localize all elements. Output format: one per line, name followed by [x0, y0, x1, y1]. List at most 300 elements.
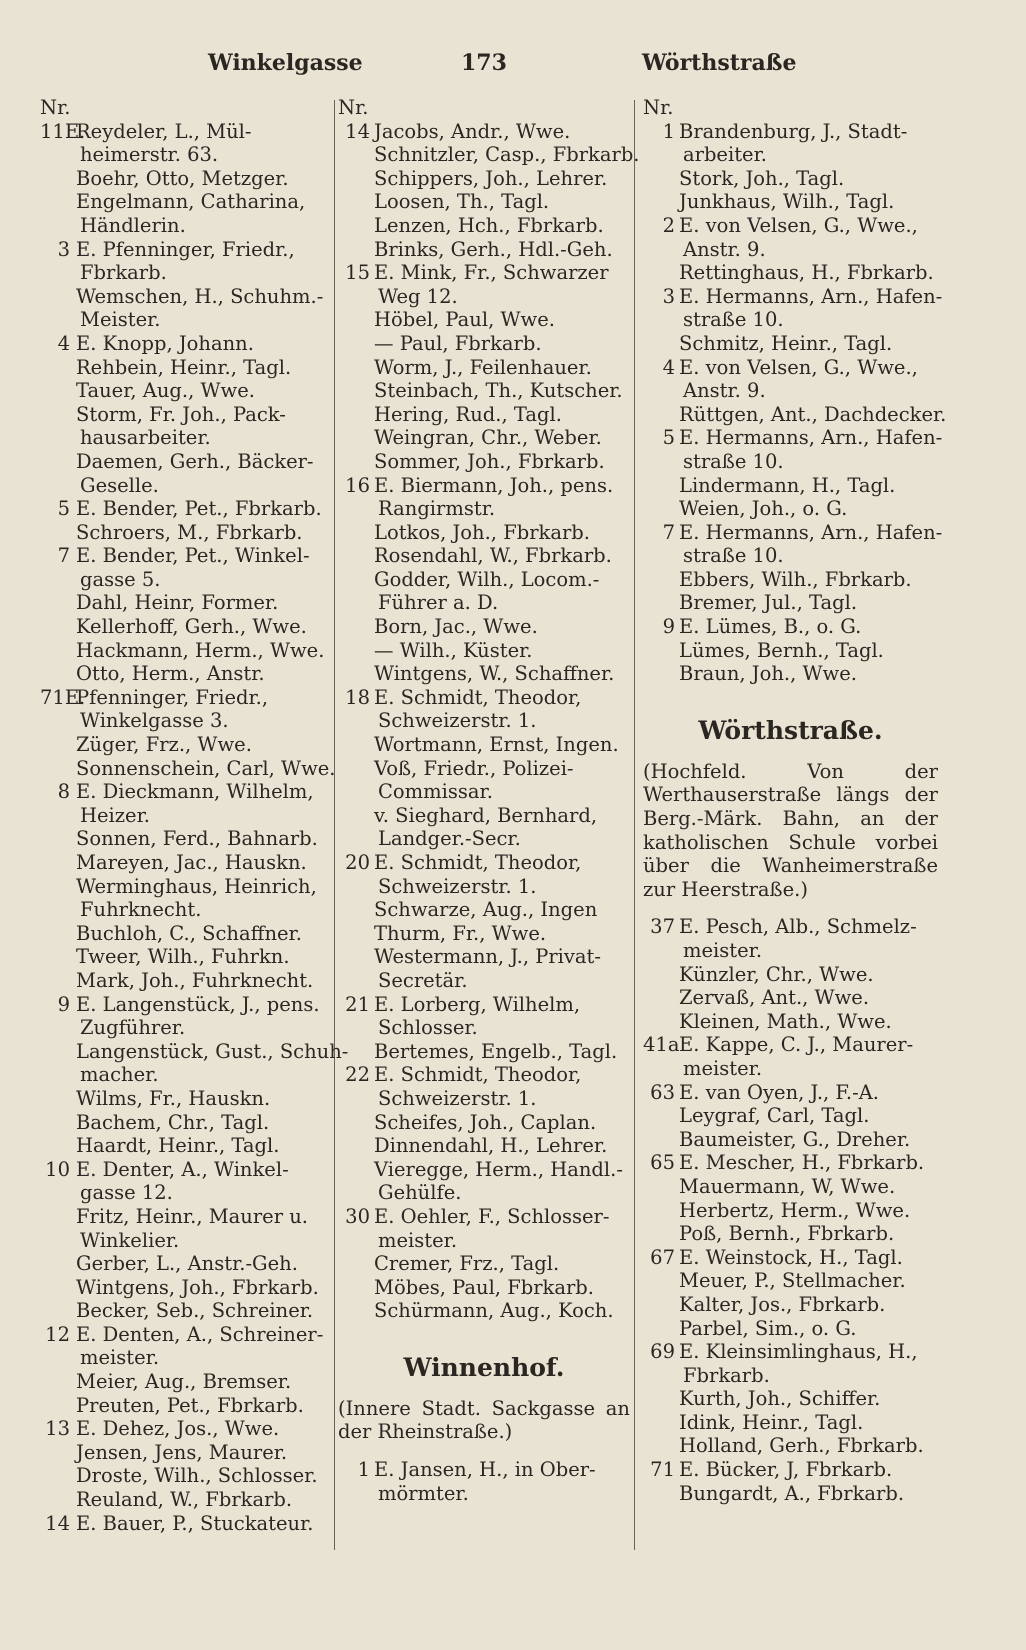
entry-continuation [338, 1229, 630, 1253]
directory-entry [643, 214, 938, 238]
column-number-label: Nr. [40, 96, 71, 119]
directory-entry [338, 426, 630, 450]
street-description: (Hochfeld. Von der Werthauserstraße längs der Berg.-Märk. Bahn, an der katholischen Schule vorbei über die Wanheimerstraße zur Heerstraße.) [643, 759, 938, 901]
directory-entry [40, 379, 332, 403]
entry-text: gasse 5. [80, 567, 161, 591]
entry-text: heimerstr. 63. [80, 143, 219, 167]
entry-text: Preuten, Pet., Fbrkarb. [76, 1393, 304, 1417]
entry-text: Jacobs, Andr., Wwe. [374, 119, 571, 143]
directory-entry [643, 120, 938, 144]
entry-text: Tauer, Aug., Wwe. [76, 379, 255, 403]
house-number: 18 [345, 685, 370, 709]
directory-entry [338, 639, 630, 663]
entry-text: Werminghaus, Heinrich, [76, 874, 317, 898]
entry-continuation [40, 1229, 332, 1253]
entry-text: Baumeister, G., Dreher. [679, 1127, 911, 1151]
entry-text: arbeiter. [683, 143, 767, 167]
house-number: 4 [57, 331, 70, 355]
entry-text: Fbrkarb. [80, 261, 167, 285]
entry-text: Herbertz, Herm., Wwe. [679, 1198, 911, 1222]
directory-entry [643, 426, 943, 450]
entry-text: E. Bender, Pet., Fbrkarb. [76, 497, 322, 521]
directory-entry [40, 1441, 332, 1465]
entry-text: E. Hermanns, Arn., Hafen- [679, 284, 943, 308]
directory-entry [338, 662, 630, 686]
house-number: 9 [57, 992, 70, 1016]
house-number: 69 [650, 1340, 675, 1364]
entry-text: Rüttgen, Ant., Dachdecker. [679, 402, 947, 426]
directory-entry [40, 521, 332, 545]
entry-text: Wemschen, H., Schuhm.- [76, 284, 324, 308]
directory-entry [338, 214, 630, 238]
directory-entry [40, 1464, 332, 1488]
entry-text: E. Dieckmann, Wilhelm, [76, 780, 314, 804]
directory-entry [338, 1063, 630, 1087]
directory-entry [338, 544, 630, 568]
column-divider [634, 100, 635, 1550]
entry-text: E. Knopp, Johann. [76, 331, 254, 355]
column-3 [643, 96, 947, 1505]
entry-text: E. Hermanns, Arn., Hafen- [679, 520, 943, 544]
directory-entry [338, 686, 630, 710]
house-number: 20 [345, 851, 370, 874]
entry-text: Sonnen, Ferd., Bahnarb. [76, 827, 318, 851]
entry-text: Boehr, Otto, Metzger. [76, 166, 289, 190]
entry-text: Meuer, P., Stellmacher. [679, 1269, 906, 1293]
entry-text: Holland, Gerh., Fbrkarb. [679, 1434, 924, 1458]
entry-text: Lotkos, Joh., Fbrkarb. [374, 520, 590, 544]
page-header [0, 50, 1026, 86]
directory-entry [338, 898, 630, 922]
entry-text: Haardt, Heinr., Tagl. [76, 1134, 280, 1158]
directory-entry [338, 450, 630, 474]
entry-continuation [40, 214, 332, 238]
entry-text: Droste, Wilh., Schlosser. [76, 1464, 318, 1488]
entry-text: Anstr. 9. [683, 379, 766, 403]
entry-text: Dinnendahl, H., Lehrer. [374, 1134, 608, 1158]
entry-text: Schwarze, Aug., Ingen [374, 898, 598, 922]
entry-text: Rosendahl, W., Fbrkarb. [374, 544, 612, 568]
entry-text: Junkhaus, Wilh., Tagl. [679, 190, 895, 214]
entry-text: Kleinen, Math., Wwe. [679, 1009, 892, 1033]
entry-text: Vieregge, Herm., Handl.- [374, 1157, 623, 1181]
house-number: 3 [662, 284, 675, 308]
house-number: 4 [662, 355, 675, 379]
entry-text: Bungardt, A., Fbrkarb. [679, 1481, 905, 1505]
house-number: 2 [662, 213, 675, 237]
entry-text: Steinbach, Th., Kutscher. [374, 379, 623, 403]
entry-continuation [40, 426, 332, 450]
entry-text: Mareyen, Jac., Hauskn. [76, 851, 307, 874]
directory-entry [643, 1128, 938, 1152]
entry-continuation [643, 308, 938, 332]
entry-text: mörmter. [378, 1481, 469, 1505]
header-right-street: Wörthstraße [642, 50, 797, 76]
directory-entry [40, 639, 332, 663]
directory-entry [40, 544, 332, 568]
directory-entry [643, 662, 938, 686]
entry-continuation [338, 591, 630, 615]
entry-text: straße 10. [683, 544, 784, 568]
entry-continuation [40, 709, 332, 733]
directory-entry [643, 190, 938, 214]
entry-continuation [643, 379, 938, 403]
entry-text: Leygraf, Carl, Tagl. [679, 1104, 870, 1128]
entry-text: Sonnenschein, Carl, Wwe. [76, 756, 336, 780]
entry-text: E. von Velsen, G., Wwe., [679, 213, 918, 237]
entry-continuation [643, 238, 938, 262]
entry-text: Ebbers, Wilh., Fbrkarb. [679, 567, 912, 591]
entry-text: Parbel, Sim., o. G. [679, 1316, 857, 1340]
directory-entry [338, 945, 630, 969]
directory-entry [338, 521, 630, 545]
entry-text: Züger, Frz., Wwe. [76, 733, 252, 757]
directory-entry [338, 804, 630, 828]
entry-continuation [643, 1364, 938, 1388]
directory-entry [40, 190, 332, 214]
directory-entry [338, 757, 630, 781]
house-number: 5 [57, 497, 70, 521]
directory-entry [643, 167, 938, 191]
directory-entry [643, 474, 938, 498]
entry-text: Born, Jac., Wwe. [374, 615, 538, 639]
entry-text: Langenstück, Gust., Schuh- [76, 1039, 349, 1063]
directory-entry [40, 1323, 332, 1347]
entry-text: E. Bauer, P., Stuckateur. [76, 1511, 314, 1535]
entry-text: E. Mink, Fr., Schwarzer [374, 261, 609, 285]
directory-entry [40, 1111, 332, 1135]
directory-entry [40, 1299, 332, 1323]
directory-entry [338, 143, 640, 167]
entry-continuation [40, 1016, 332, 1040]
directory-entry [643, 1317, 938, 1341]
directory-entry [40, 332, 332, 356]
entry-continuation [40, 898, 332, 922]
directory-entry [643, 497, 938, 521]
entry-text: Reuland, W., Fbrkarb. [76, 1488, 293, 1512]
entry-text: Heizer. [80, 803, 150, 827]
entry-text: Kellerhoff, Gerh., Wwe. [76, 615, 307, 639]
entry-continuation [643, 143, 938, 167]
directory-entry [643, 915, 938, 939]
entry-text: E. von Velsen, G., Wwe., [679, 355, 918, 379]
entry-continuation [338, 780, 630, 804]
entry-text: Wilms, Fr., Hauskn. [76, 1086, 271, 1110]
entry-continuation [338, 1087, 630, 1111]
entry-text: Tweer, Wilh., Fuhrkn. [76, 945, 290, 969]
entry-continuation [338, 827, 630, 851]
entry-text: Brinks, Gerh., Hdl.-Geh. [374, 237, 613, 261]
directory-entry [40, 1394, 332, 1418]
house-number: 12 [45, 1322, 70, 1346]
entry-text: Weien, Joh., o. G. [679, 497, 848, 521]
directory-entry [643, 1458, 938, 1482]
entry-text: Stork, Joh., Tagl. [679, 166, 845, 190]
entry-text: E. Schmidt, Theodor, [374, 1063, 582, 1087]
directory-entry [338, 403, 630, 427]
entry-text: E. Denten, A., Schreiner- [76, 1322, 324, 1346]
entry-text: Idink, Heinr., Tagl. [679, 1410, 864, 1434]
directory-entry [338, 1111, 630, 1135]
entry-text: Winkelier. [80, 1228, 180, 1252]
entry-text: Schippers, Joh., Lehrer. [374, 166, 608, 190]
entry-text: Möbes, Paul, Fbrkarb. [374, 1275, 594, 1299]
entry-continuation [40, 1346, 332, 1370]
entry-text: Schweizerstr. 1. [378, 709, 537, 733]
entry-text: Storm, Fr. Joh., Pack- [76, 402, 286, 426]
house-number: 7 [662, 520, 675, 544]
entry-text: Wortmann, Ernst, Ingen. [374, 733, 619, 757]
directory-entry [338, 1276, 630, 1300]
entry-text: Hackmann, Herm., Wwe. [76, 638, 325, 662]
entry-text: Mauermann, W, Wwe. [679, 1174, 896, 1198]
entry-text: Poß, Bernh., Fbrkarb. [679, 1222, 895, 1246]
directory-entry [643, 284, 943, 309]
directory-entry [338, 120, 630, 144]
directory-entry [40, 1039, 349, 1064]
directory-entry [643, 963, 938, 987]
entry-text: Secretär. [378, 968, 468, 992]
entry-text: E. Lümes, B., o. G. [679, 615, 862, 639]
entry-text: Mark, Joh., Fuhrknecht. [76, 968, 314, 992]
directory-entry [40, 1205, 332, 1229]
entry-text: E. Biermann, Joh., pens. [374, 473, 614, 497]
directory-entry [643, 615, 938, 639]
directory-entry [643, 1033, 938, 1057]
entry-text: Schmitz, Heinr., Tagl. [679, 331, 893, 355]
house-number: 13 [45, 1417, 70, 1441]
entry-continuation [643, 544, 938, 568]
directory-entry [40, 1087, 332, 1111]
entry-continuation [643, 450, 938, 474]
entry-continuation [338, 1181, 630, 1205]
directory-entry [40, 1370, 332, 1394]
directory-entry [643, 356, 938, 380]
entry-text: E. van Oyen, J., F.-A. [679, 1080, 879, 1104]
house-number: 1 [662, 119, 675, 143]
directory-entry [40, 851, 332, 875]
directory-entry [40, 450, 332, 474]
entry-text: Bertemes, Engelb., Tagl. [374, 1039, 618, 1063]
entry-text: Schnitzler, Casp., Fbrkarb. [374, 143, 640, 167]
directory-entry [643, 1340, 938, 1364]
directory-entry [40, 1488, 332, 1512]
entry-text: Lenzen, Hch., Fbrkarb. [374, 213, 604, 237]
house-number: 14 [345, 119, 370, 143]
directory-entry [643, 568, 938, 592]
entry-text: Worm, J., Feilenhauer. [374, 355, 592, 379]
directory-entry [40, 1252, 332, 1276]
directory-entry [40, 238, 332, 262]
entry-text: Schroers, M., Fbrkarb. [76, 520, 303, 544]
entry-text: Cremer, Frz., Tagl. [374, 1252, 560, 1276]
directory-entry [338, 922, 630, 946]
directory-entry [40, 969, 332, 993]
spacer [643, 901, 938, 915]
entry-text: E. Jansen, H., in Ober- [374, 1458, 596, 1482]
directory-entry [40, 497, 332, 521]
directory-entry [338, 238, 630, 262]
directory-entry [40, 591, 332, 615]
entry-text: Führer a. D. [378, 591, 499, 615]
directory-entry [643, 1387, 938, 1411]
directory-entry [40, 1512, 332, 1536]
entry-text: meister. [683, 939, 763, 962]
directory-entry [338, 1252, 630, 1276]
directory-entry [40, 120, 332, 144]
entry-text: Weingran, Chr., Weber. [374, 426, 602, 450]
house-number: 63 [650, 1080, 675, 1104]
directory-entry [643, 986, 938, 1010]
entry-text: Engelmann, Catharina, [76, 190, 306, 214]
directory-entry [643, 402, 947, 427]
entry-text: Winkelgasse 3. [80, 709, 229, 733]
directory-entry [40, 756, 336, 781]
page-number: 173 [461, 50, 507, 76]
entry-text: Zugführer. [80, 1016, 186, 1040]
entry-text: E. Bender, Pet., Winkel- [76, 544, 310, 568]
entry-text: straße 10. [683, 308, 784, 332]
house-number: 71E. [40, 685, 86, 709]
entry-text: Thurm, Fr., Wwe. [374, 921, 547, 945]
entry-text: Otto, Herm., Anstr. [76, 662, 265, 686]
directory-entry [643, 520, 943, 545]
directory-entry [40, 1276, 332, 1300]
entry-text: Künzler, Chr., Wwe. [679, 962, 874, 986]
entry-text: Meier, Aug., Bremser. [76, 1370, 292, 1394]
entry-continuation [338, 969, 630, 993]
house-number: 5 [662, 426, 675, 450]
entry-continuation [40, 261, 332, 285]
entry-text: meister. [378, 1228, 458, 1252]
directory-entry [40, 167, 332, 191]
directory-entry [40, 356, 332, 380]
entry-text: Rehbein, Heinr., Tagl. [76, 355, 292, 379]
entry-text: Geselle. [80, 473, 159, 497]
entry-text: Bachem, Chr., Tagl. [76, 1110, 270, 1134]
house-number: 14 [45, 1511, 70, 1535]
directory-entry [338, 474, 630, 498]
spacer [338, 1444, 630, 1458]
entry-text: Wintgens, W., Schaffner. [374, 662, 615, 686]
entry-text: E. Hermanns, Arn., Hafen- [679, 426, 943, 450]
entry-text: Dahl, Heinr, Former. [76, 591, 279, 615]
directory-entry [40, 662, 332, 686]
directory-entry [338, 190, 630, 214]
house-number: 1 [357, 1458, 370, 1482]
directory-entry [338, 1158, 630, 1182]
directory-entry [338, 1299, 630, 1323]
directory-entry [643, 1269, 938, 1293]
entry-text: Godder, Wilh., Locom.- [374, 567, 600, 591]
house-number: 8 [57, 780, 70, 804]
directory-entry [40, 993, 332, 1017]
house-number: 67 [650, 1245, 675, 1269]
directory-entry [40, 1134, 332, 1158]
entry-text: hausarbeiter. [80, 426, 211, 450]
column-number-label: Nr. [338, 96, 369, 119]
directory-entry [643, 332, 938, 356]
entry-text: Jensen, Jens, Maurer. [76, 1440, 288, 1464]
directory-entry [643, 591, 938, 615]
entry-text: Voß, Friedr., Polizei- [374, 756, 574, 780]
directory-entry [643, 1246, 938, 1270]
entry-text: Bremer, Jul., Tagl. [679, 591, 858, 615]
entry-text: Anstr. 9. [683, 237, 766, 261]
house-number: 10 [45, 1157, 70, 1181]
directory-entry [643, 1222, 938, 1246]
directory-entry [40, 403, 332, 427]
house-number: 65 [650, 1151, 675, 1175]
column-2 [338, 96, 640, 1505]
directory-entry [40, 686, 332, 710]
directory-entry [643, 639, 938, 663]
house-number: 30 [345, 1204, 370, 1228]
entry-text: Schweizerstr. 1. [378, 1086, 537, 1110]
entry-text: macher. [80, 1063, 159, 1087]
street-section-title: Winnenhof. [403, 1352, 565, 1382]
entry-text: gasse 12. [80, 1181, 173, 1205]
directory-entry [338, 332, 630, 356]
entry-text: Daemen, Gerh., Bäcker- [76, 449, 314, 473]
directory-entry [40, 285, 332, 309]
directory-entry [338, 167, 630, 191]
entry-continuation [338, 497, 630, 521]
entry-text: Schürmann, Aug., Koch. [374, 1299, 614, 1323]
entry-text: Braun, Joh., Wwe. [679, 662, 857, 686]
entry-text: E. Langenstück, J., pens. [76, 992, 320, 1016]
header-left-street: Winkelgasse [208, 50, 363, 76]
house-number: 41a [643, 1033, 680, 1057]
street-description: (Innere Stadt. Sackgasse an der Rheinstraße.) [338, 1396, 630, 1444]
directory-entry [643, 1081, 938, 1105]
directory-entry [338, 308, 630, 332]
entry-text: v. Sieghard, Bernhard, [374, 803, 598, 827]
house-number: 9 [662, 615, 675, 639]
entry-text: E. Pfenninger, Friedr., [76, 237, 295, 261]
directory-entry [40, 733, 332, 757]
entry-text: Weg 12. [378, 284, 458, 308]
entry-text: Brandenburg, J., Stadt- [679, 119, 908, 143]
entry-text: E. Lorberg, Wilhelm, [374, 992, 581, 1016]
entry-text: Fbrkarb. [683, 1363, 770, 1387]
entry-continuation [338, 1016, 630, 1040]
entry-text: — Paul, Fbrkarb. [374, 331, 542, 355]
directory-entry [643, 1010, 938, 1034]
entry-text: Scheifes, Joh., Caplan. [374, 1110, 597, 1134]
directory-entry [643, 1175, 938, 1199]
entry-text: Sommer, Joh., Fbrkarb. [374, 449, 605, 473]
entry-text: Loosen, Th., Tagl. [374, 190, 550, 214]
entry-text: E. Schmidt, Theodor, [374, 685, 582, 709]
entry-text: Pfenninger, Friedr., [76, 685, 269, 709]
house-number: 11E. [40, 119, 86, 143]
directory-entry [643, 1411, 938, 1435]
directory-entry [643, 1199, 938, 1223]
entry-text: meister. [80, 1346, 160, 1370]
entry-continuation [643, 939, 938, 963]
entry-text: Hering, Rud., Tagl. [374, 402, 562, 426]
directory-entry [40, 615, 332, 639]
entry-text: Fritz, Heinr., Maurer u. [76, 1204, 309, 1228]
directory-entry [338, 379, 630, 403]
entry-text: Schweizerstr. 1. [378, 874, 537, 898]
entry-text: E. Denter, A., Winkel- [76, 1157, 289, 1181]
entry-text: E. Kappe, C. J., Maurer- [679, 1033, 914, 1057]
entry-text: Reydeler, L., Mül- [76, 119, 252, 143]
entry-text: Westermann, J., Privat- [374, 945, 601, 969]
directory-entry [40, 1158, 332, 1182]
